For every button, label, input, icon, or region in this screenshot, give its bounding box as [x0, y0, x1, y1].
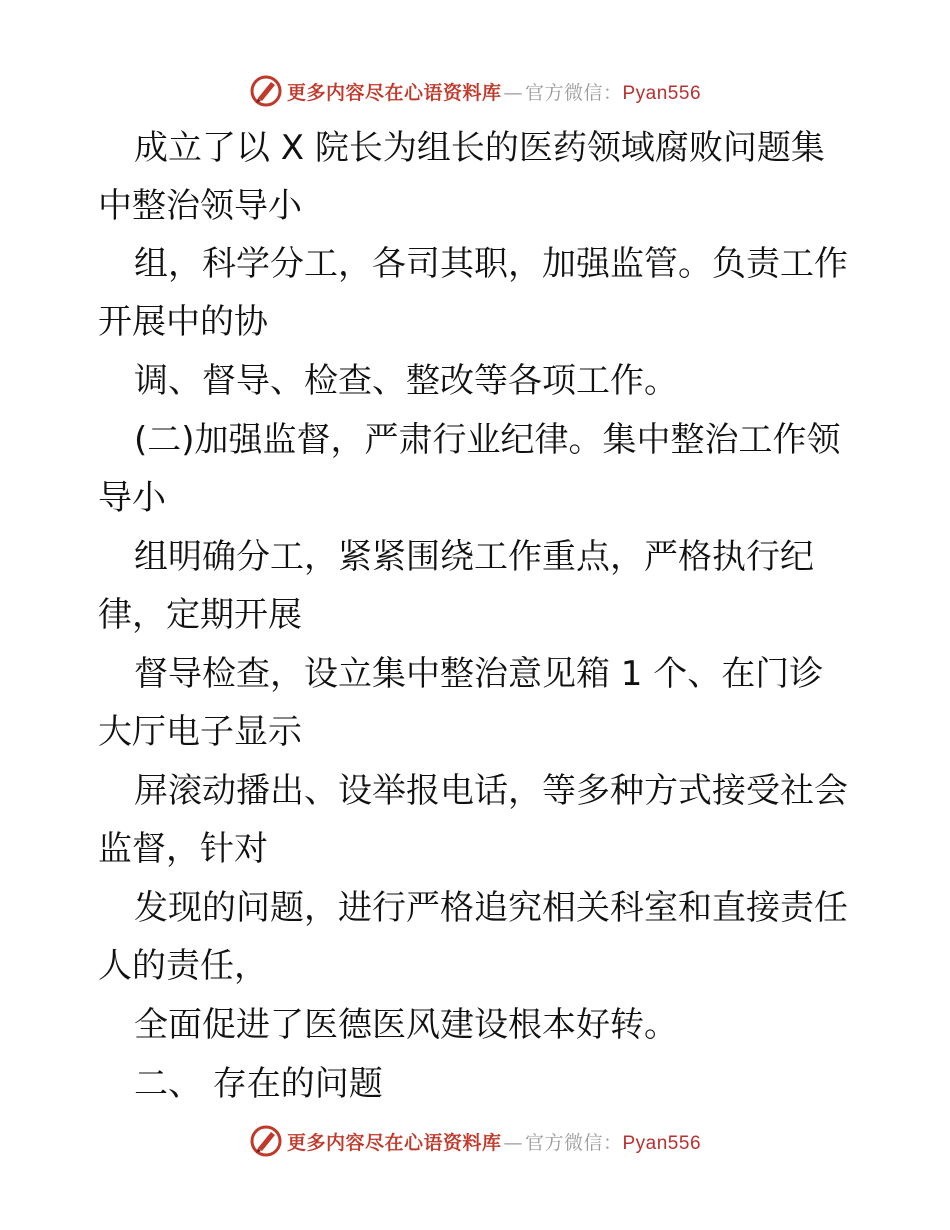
body-line: 督导检查，设立集中整治意见箱 1 个、在门诊: [134, 654, 824, 694]
body-line: 组明确分工，紧紧围绕工作重点，严格执行纪: [134, 537, 814, 577]
body-line: (二)加强监督，严肃行业纪律。集中整治工作领: [134, 420, 841, 460]
body-line: 中整治领导小: [98, 186, 302, 226]
watermark-official: 官方微信：: [524, 1131, 623, 1154]
footer-watermark: [0, 1121, 950, 1161]
watermark-text: [287, 1128, 701, 1155]
body-line: 全面促进了医德医风建设根本好转。: [134, 1005, 678, 1045]
watermark-dash: —: [503, 81, 523, 104]
body-line: 发现的问题，进行严格追究相关科室和直接责任: [134, 888, 848, 928]
body-line: 调、督导、检查、整改等各项工作。: [134, 361, 678, 401]
body-line: 成立了以 X 院长为组长的医药领域腐败问题集: [134, 128, 825, 168]
pen-logo-icon: [249, 74, 283, 108]
watermark-dash: —: [503, 1131, 523, 1154]
watermark-text: [287, 78, 701, 105]
watermark-brand: 更多内容尽在心语资料库: [286, 81, 502, 104]
section-heading: 二、 存在的问题: [134, 1064, 383, 1104]
body-line: 律，定期开展: [98, 595, 302, 635]
body-line: 开展中的协: [98, 302, 268, 342]
body-line: 导小: [98, 478, 166, 518]
watermark-brand: 更多内容尽在心语资料库: [286, 1131, 502, 1154]
body-line: 组，科学分工，各司其职，加强监管。负责工作: [134, 244, 848, 284]
body-line: 监督，针对: [98, 829, 268, 869]
watermark-official: 官方微信：: [524, 81, 623, 104]
body-line: 屏滚动播出、设举报电话，等多种方式接受社会: [134, 771, 848, 811]
body-line: 大厅电子显示: [98, 712, 302, 752]
watermark-wechat-id: Pyan556: [622, 82, 702, 104]
header-watermark: [0, 71, 950, 111]
body-line: 人的责任，: [98, 946, 268, 986]
watermark-wechat-id: Pyan556: [622, 1132, 702, 1154]
pen-logo-icon: [249, 1124, 283, 1158]
